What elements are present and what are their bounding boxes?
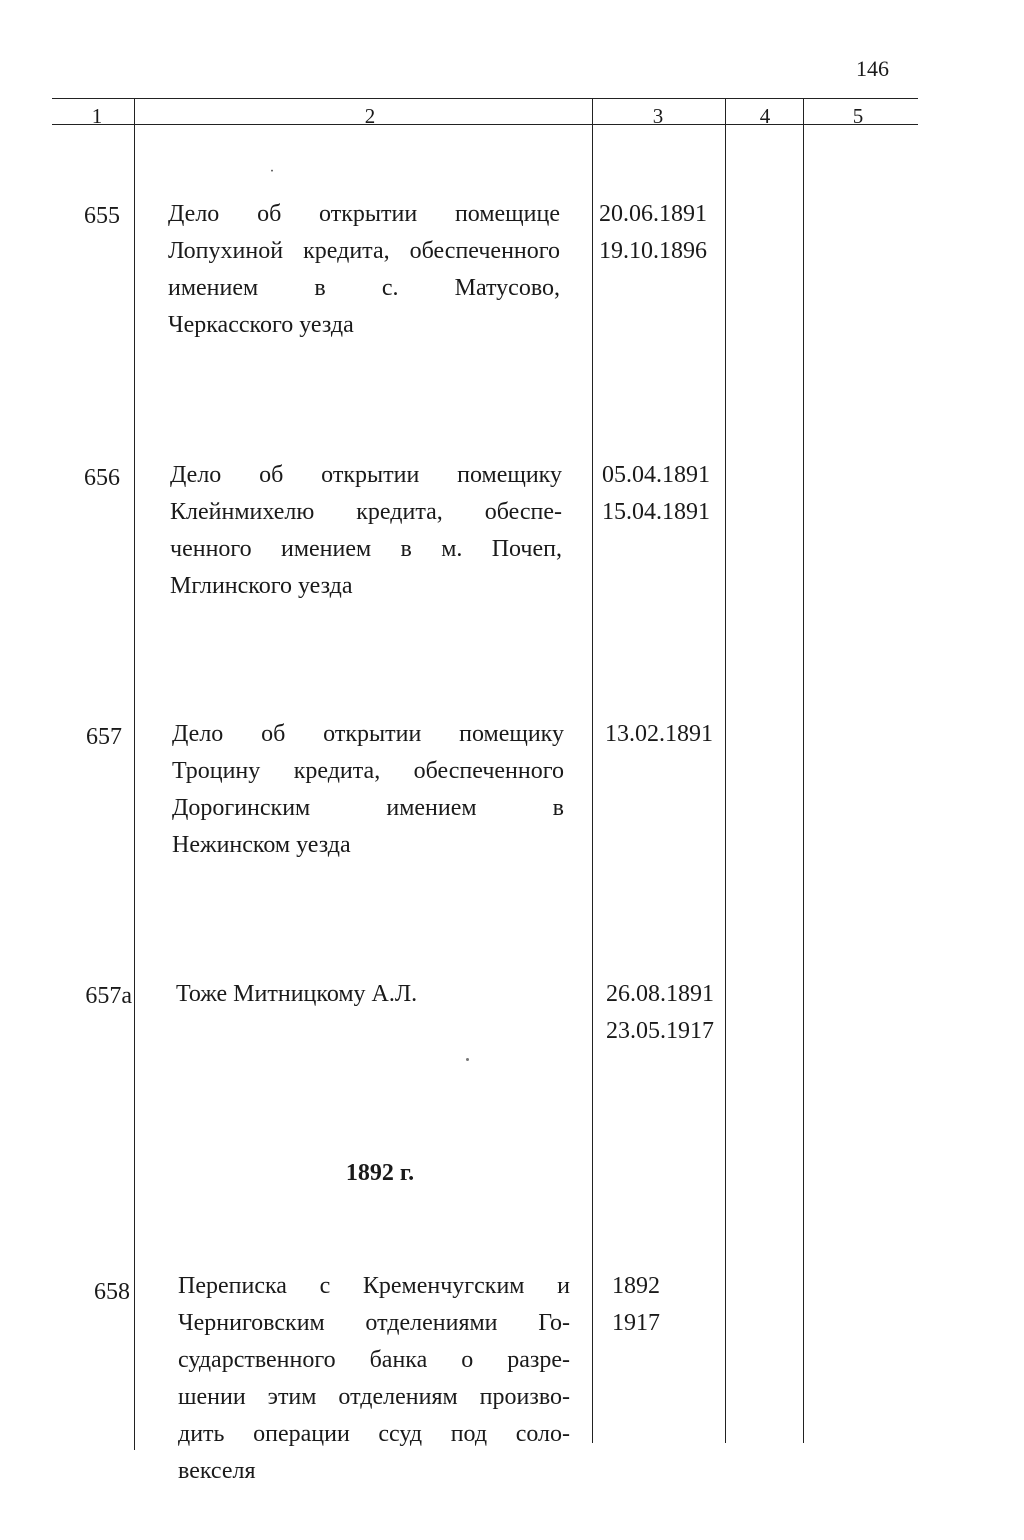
entry-number: 657а xyxy=(85,983,132,1009)
entry-number: 657 xyxy=(86,724,122,750)
column-header-1: 1 xyxy=(91,104,103,128)
description-line: шении этим отделениям произво- xyxy=(178,1384,570,1410)
entry-number: 656 xyxy=(84,465,120,491)
date-end: 19.10.1896 xyxy=(599,238,707,264)
page-number: 146 xyxy=(856,56,889,81)
description-line: Нежинском уезда xyxy=(172,832,351,858)
description-line: Дело об открытии помещику xyxy=(170,462,562,488)
column-header-4: 4 xyxy=(759,104,771,128)
entry-description xyxy=(168,196,560,344)
entry-number: 658 xyxy=(94,1279,130,1305)
description-line: Черниговским отделениями Го- xyxy=(178,1310,570,1336)
description-line: Мглинского уезда xyxy=(170,573,353,599)
description-line: Дело об открытии помещице xyxy=(168,201,560,227)
entry-dates xyxy=(606,976,714,1050)
description-line: векселя xyxy=(178,1458,256,1484)
header-top-rule xyxy=(52,98,918,99)
description-line: Тоже Митницкому А.Л. xyxy=(176,981,418,1007)
date-start: 05.04.1891 xyxy=(602,462,710,488)
column-header-3: 3 xyxy=(652,104,664,128)
column-divider-3 xyxy=(725,98,726,1443)
date-start: 13.02.1891 xyxy=(605,721,713,747)
entry-dates xyxy=(599,196,707,270)
scan-mark: ∙ xyxy=(270,163,274,180)
description-line: сударственного банка о разре- xyxy=(178,1347,570,1373)
description-line: Троцину кредита, обеспеченного xyxy=(172,758,564,784)
date-end: 15.04.1891 xyxy=(602,499,710,525)
column-header-5: 5 xyxy=(852,104,864,128)
date-end: 1917 xyxy=(612,1310,660,1336)
description-line: Клейнмихелю кредита, обеспе- xyxy=(170,499,562,525)
entry-description xyxy=(172,716,564,864)
description-line: Лопухиной кредита, обеспеченного xyxy=(168,238,560,264)
date-start: 26.08.1891 xyxy=(606,981,714,1007)
description-line: Дорогинским имением в xyxy=(172,795,564,821)
description-line: Черкасского уезда xyxy=(168,312,354,338)
entry-description xyxy=(178,1268,570,1490)
column-header-2: 2 xyxy=(364,104,376,128)
entry-description xyxy=(176,976,568,1013)
date-start: 1892 xyxy=(612,1273,660,1299)
entry-dates xyxy=(612,1268,660,1342)
description-line: Переписка с Кременчугским и xyxy=(178,1273,570,1299)
entry-description xyxy=(170,457,562,605)
entry-dates xyxy=(605,716,713,753)
entry-number: 655 xyxy=(84,203,120,229)
column-divider-4 xyxy=(803,98,804,1443)
scan-speck xyxy=(466,1058,469,1061)
description-line: ченного имением в м. Почеп, xyxy=(170,536,562,562)
date-start: 20.06.1891 xyxy=(599,201,707,227)
entry-dates xyxy=(602,457,710,531)
description-line: дить операции ссуд под соло- xyxy=(178,1421,570,1447)
date-end: 23.05.1917 xyxy=(606,1018,714,1044)
column-divider-2 xyxy=(592,98,593,1443)
year-heading: 1892 г. xyxy=(345,1160,415,1186)
description-line: Дело об открытии помещику xyxy=(172,721,564,747)
column-divider-1 xyxy=(134,98,135,1450)
description-line: имением в с. Матусово, xyxy=(168,275,560,301)
